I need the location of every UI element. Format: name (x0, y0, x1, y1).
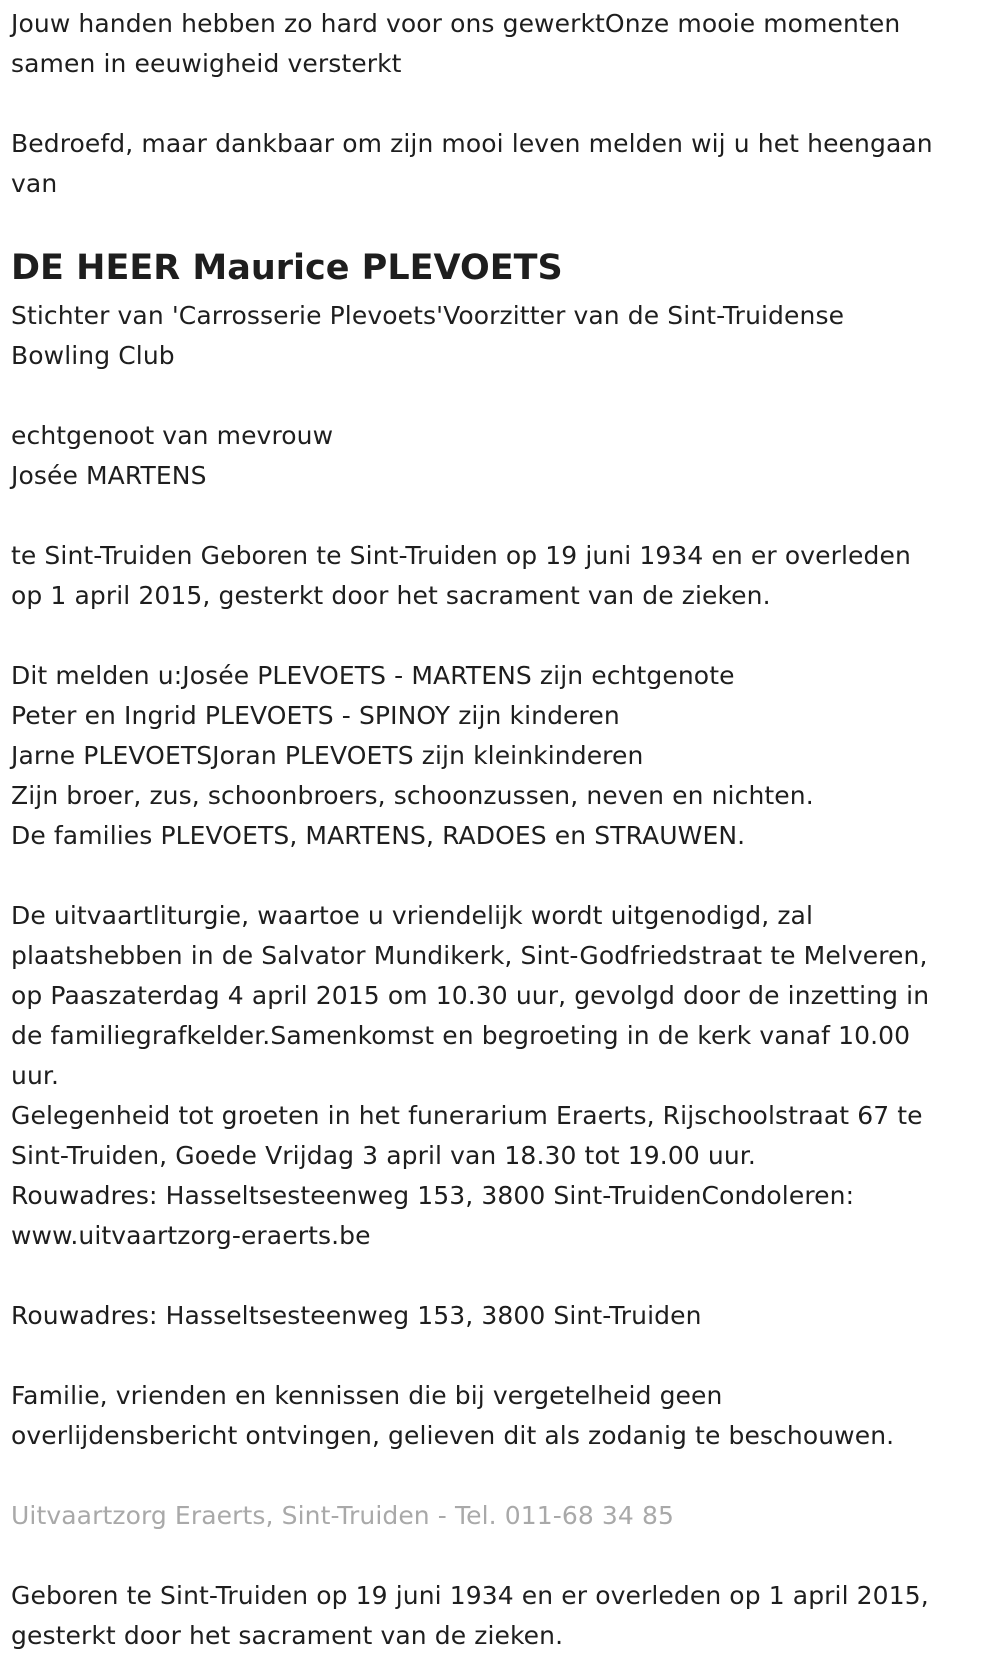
deceased-roles (11, 296, 990, 376)
spacer (11, 856, 990, 896)
notice-line-1: Familie, vrienden en kennissen die bij vergetelheid geen (11, 1381, 723, 1410)
summary-line-1: Geboren te Sint-Truiden op 19 juni 1934 en er overleden op 1 april 2015, (11, 1581, 929, 1610)
spacer (11, 204, 990, 244)
spouse-line-1: echtgenoot van mevrouw (11, 421, 334, 450)
life-paragraph (11, 536, 990, 616)
announcement-line-2: van (11, 169, 58, 198)
intro-line-1: Jouw handen hebben zo hard voor ons gewerktOnze mooie momenten (11, 9, 901, 38)
life-line-2: op 1 april 2015, gesterkt door het sacrament van de zieken. (11, 581, 771, 610)
notice-paragraph (11, 1376, 990, 1456)
spacer (11, 84, 990, 124)
funeral-line-5: uur. (11, 1061, 60, 1090)
address-line-1: Rouwadres: Hasseltsesteenweg 153, 3800 Sint-Truiden (11, 1301, 702, 1330)
summary-line-2: gesterkt door het sacrament van de zieken. (11, 1621, 564, 1650)
funeral-line-8: Rouwadres: Hasseltsesteenweg 153, 3800 Sint-TruidenCondoleren: (11, 1181, 855, 1210)
funeral-line-6: Gelegenheid tot groeten in het funerarium Eraerts, Rijschoolstraat 67 te (11, 1101, 923, 1130)
funeral-paragraph (11, 896, 990, 1256)
family-line-2: Peter en Ingrid PLEVOETS - SPINOY zijn kinderen (11, 701, 620, 730)
spouse-line-2: Josée MARTENS (11, 461, 207, 490)
funeral-line-7: Sint-Truiden, Goede Vrijdag 3 april van 18.30 tot 19.00 uur. (11, 1141, 756, 1170)
spacer (11, 1536, 990, 1576)
family-line-5: De families PLEVOETS, MARTENS, RADOES en STRAUWEN. (11, 821, 746, 850)
summary-paragraph (11, 1576, 990, 1656)
spacer (11, 376, 990, 416)
spacer (11, 1456, 990, 1496)
funeral-line-4: de familiegrafkelder.Samenkomst en begroeting in de kerk vanaf 10.00 (11, 1021, 911, 1050)
address-paragraph (11, 1296, 990, 1336)
undertaker-line-1: Uitvaartzorg Eraerts, Sint-Truiden - Tel. 011-68 34 85 (11, 1501, 674, 1530)
funeral-line-1: De uitvaartliturgie, waartoe u vriendelijk wordt uitgenodigd, zal (11, 901, 814, 930)
deceased-name: DE HEER Maurice PLEVOETS (11, 248, 563, 288)
notice-line-2: overlijdensbericht ontvingen, gelieven dit als zodanig te beschouwen. (11, 1421, 895, 1450)
spacer (11, 1256, 990, 1296)
intro-line-2: samen in eeuwigheid versterkt (11, 49, 402, 78)
spouse-paragraph (11, 416, 990, 496)
family-line-4: Zijn broer, zus, schoonbroers, schoonzussen, neven en nichten. (11, 781, 814, 810)
funeral-line-9: www.uitvaartzorg-eraerts.be (11, 1221, 371, 1250)
funeral-line-3: op Paaszaterdag 4 april 2015 om 10.30 uur, gevolgd door de inzetting in (11, 981, 930, 1010)
roles-line-1: Stichter van 'Carrosserie Plevoets'Voorzitter van de Sint-Truidense (11, 301, 845, 330)
announcement-line-1: Bedroefd, maar dankbaar om zijn mooi leven melden wij u het heengaan (11, 129, 933, 158)
spacer (11, 1336, 990, 1376)
undertaker-info (11, 1496, 990, 1536)
intro-paragraph (11, 4, 990, 84)
family-paragraph (11, 656, 990, 856)
funeral-line-2: plaatshebben in de Salvator Mundikerk, Sint-Godfriedstraat te Melveren, (11, 941, 928, 970)
spacer (11, 496, 990, 536)
family-line-3: Jarne PLEVOETSJoran PLEVOETS zijn kleinkinderen (11, 741, 644, 770)
spacer (11, 616, 990, 656)
family-line-1: Dit melden u:Josée PLEVOETS - MARTENS zijn echtgenote (11, 661, 735, 690)
life-line-1: te Sint-Truiden Geboren te Sint-Truiden op 19 juni 1934 en er overleden (11, 541, 911, 570)
announcement-paragraph (11, 124, 990, 204)
roles-line-2: Bowling Club (11, 341, 175, 370)
